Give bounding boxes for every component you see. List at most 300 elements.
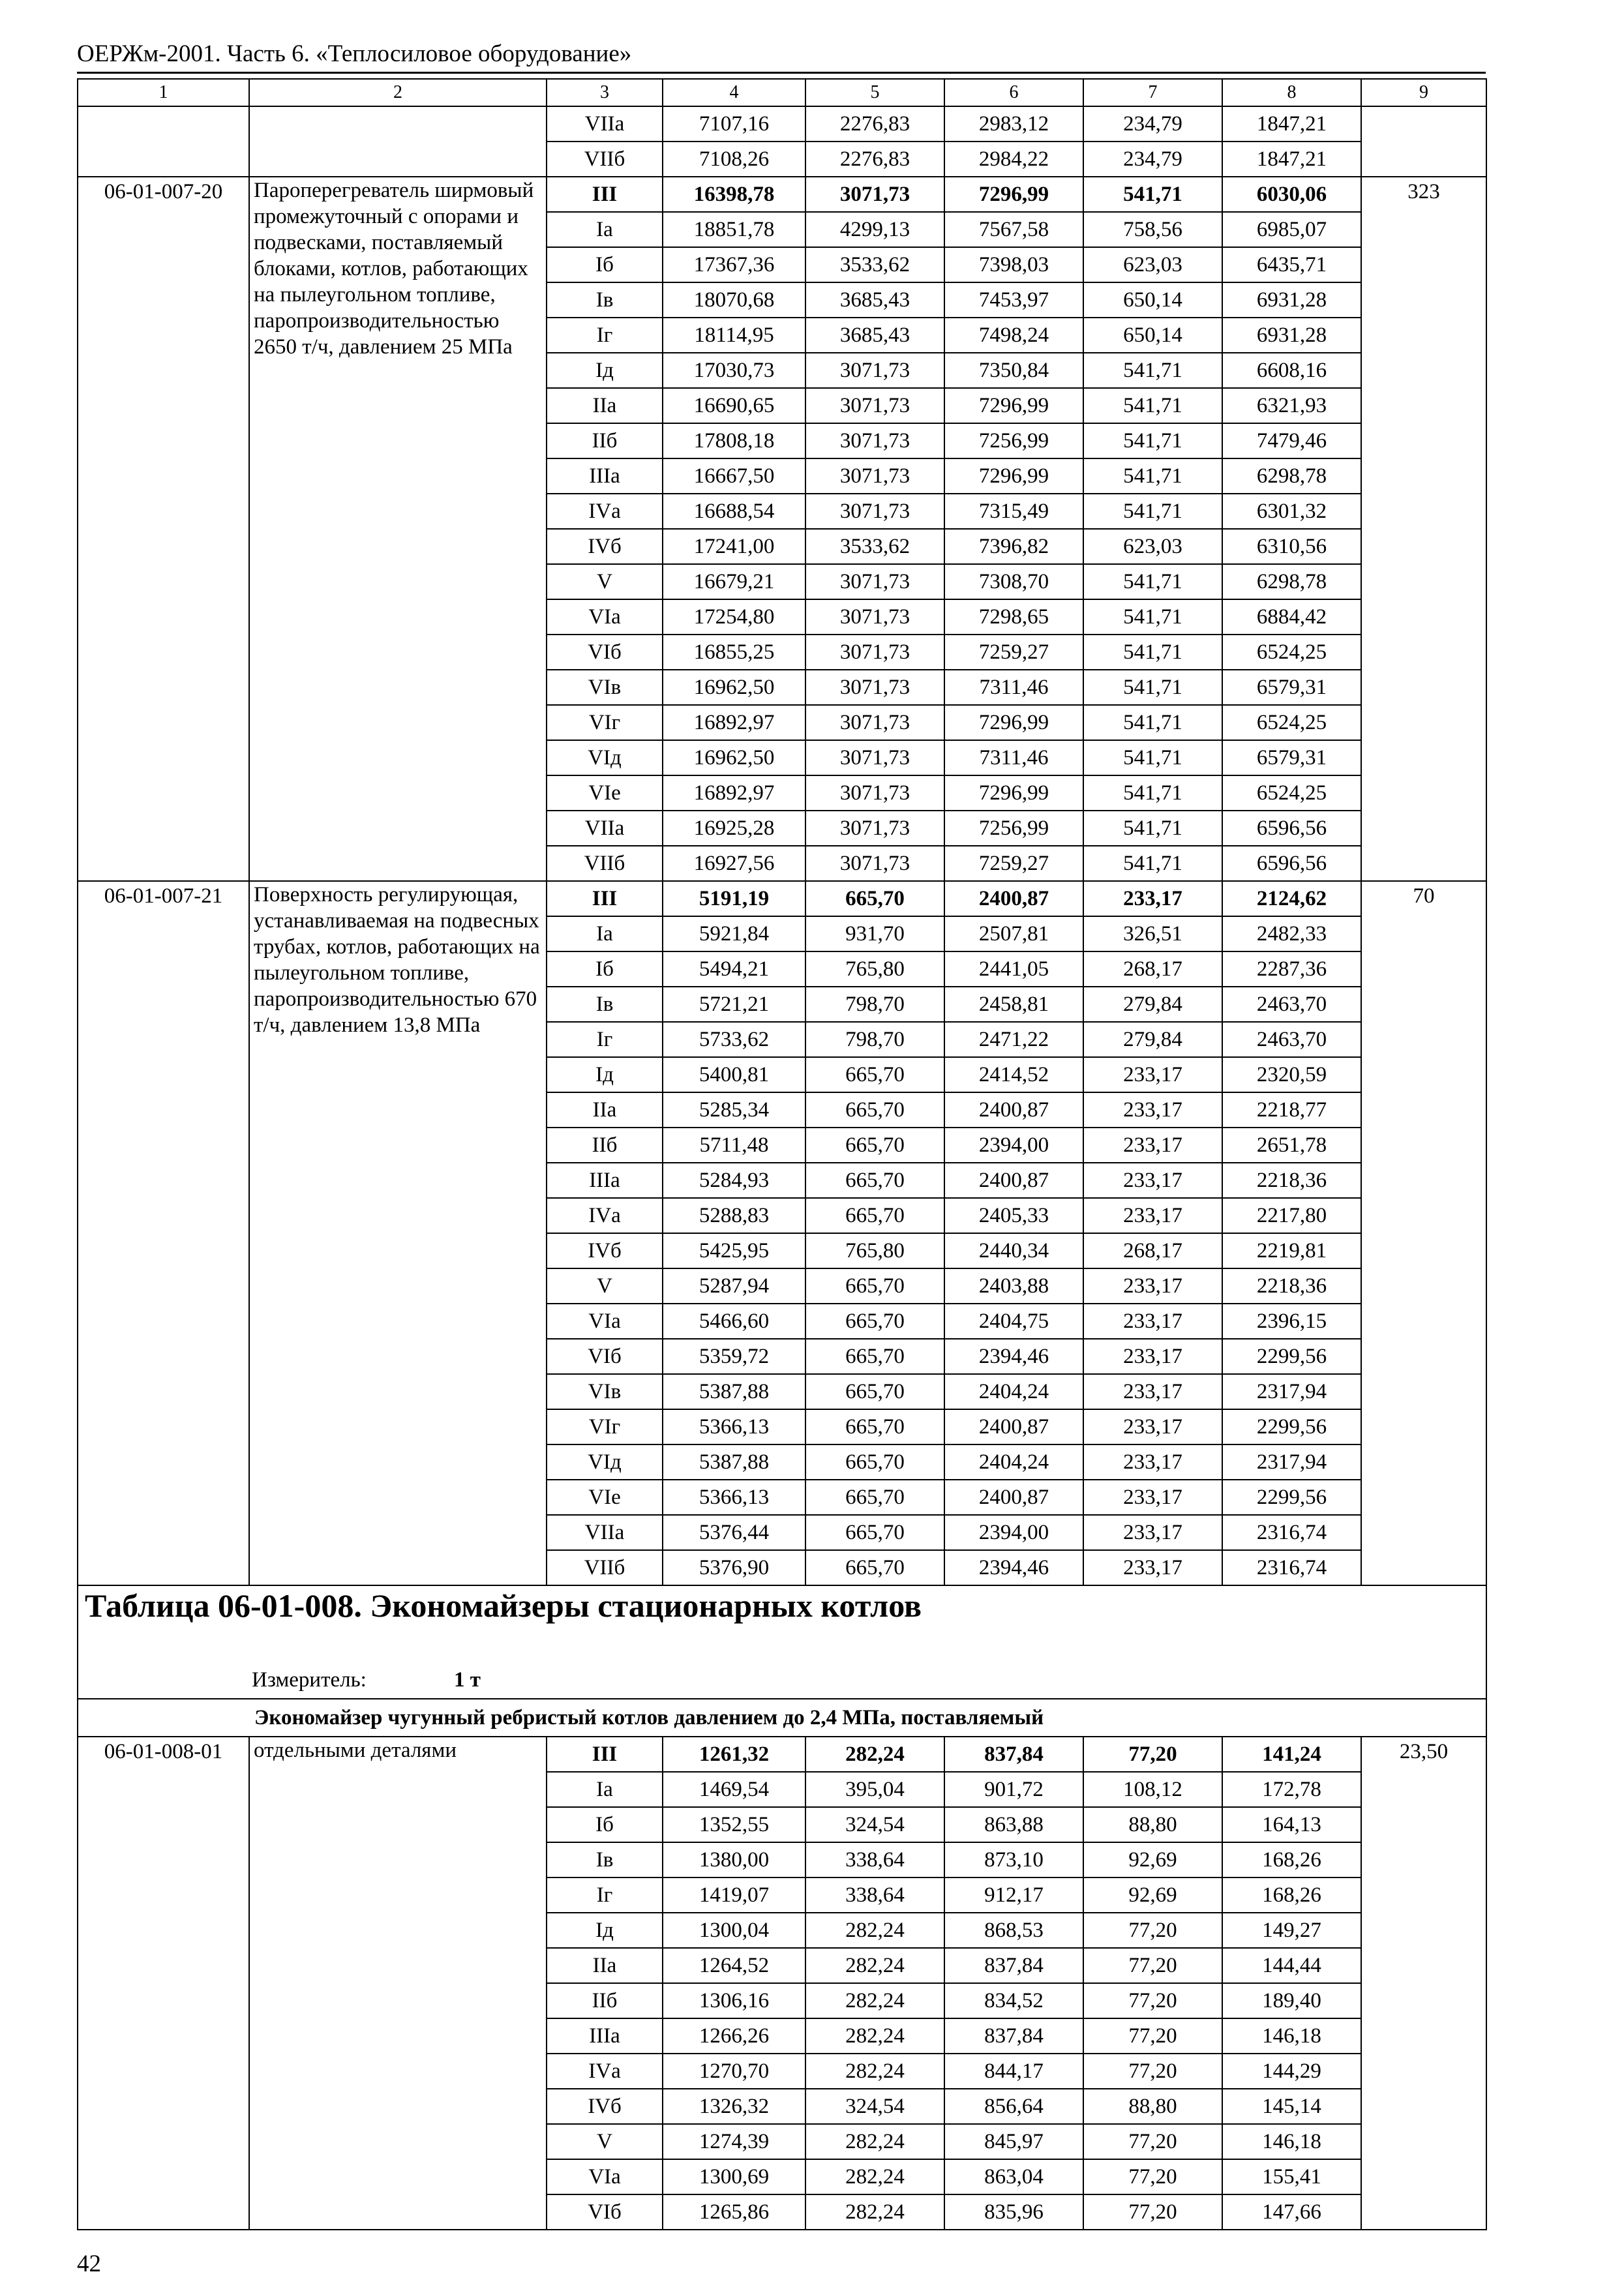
value-cell: 282,24 <box>805 2194 944 2230</box>
column-number: 8 <box>1222 79 1361 106</box>
value-cell: 665,70 <box>805 1444 944 1480</box>
value-cell: 665,70 <box>805 1515 944 1550</box>
value-cell: 233,17 <box>1083 1480 1222 1515</box>
value-cell: 146,18 <box>1222 2018 1361 2054</box>
meter-value: 1 т <box>454 1668 481 1692</box>
zone-cell: VIIб <box>547 1550 663 1585</box>
value-cell: 338,64 <box>805 1878 944 1913</box>
zone-cell: Iв <box>547 987 663 1022</box>
value-cell: 395,04 <box>805 1772 944 1807</box>
value-cell: 3071,73 <box>805 388 944 423</box>
value-cell: 282,24 <box>805 2124 944 2159</box>
value-cell: 16667,50 <box>663 458 805 494</box>
zone-cell: VIг <box>547 1409 663 1444</box>
value-cell: 1306,16 <box>663 1983 805 2018</box>
value-cell: 3533,62 <box>805 529 944 564</box>
value-cell: 168,26 <box>1222 1842 1361 1878</box>
value-cell: 6524,25 <box>1222 635 1361 670</box>
value-cell: 233,17 <box>1083 1550 1222 1585</box>
value-cell: 233,17 <box>1083 1198 1222 1233</box>
value-cell: 233,17 <box>1083 1092 1222 1128</box>
value-cell: 3685,43 <box>805 282 944 318</box>
value-cell: 665,70 <box>805 1480 944 1515</box>
value-cell: 2440,34 <box>944 1233 1083 1268</box>
zone-cell: Iг <box>547 1022 663 1057</box>
value-cell: 18114,95 <box>663 318 805 353</box>
zone-cell: VIIб <box>547 142 663 177</box>
value-cell: 2400,87 <box>944 881 1083 916</box>
value-cell: 2414,52 <box>944 1057 1083 1092</box>
value-cell: 88,80 <box>1083 1807 1222 1842</box>
value-cell: 282,24 <box>805 2054 944 2089</box>
zone-cell: III <box>547 881 663 916</box>
meter-label: Измеритель: <box>252 1668 367 1692</box>
value-cell: 2317,94 <box>1222 1444 1361 1480</box>
value-cell: 2463,70 <box>1222 1022 1361 1057</box>
extra-cell: 70 <box>1361 881 1486 1585</box>
value-cell: 268,17 <box>1083 1233 1222 1268</box>
value-cell: 5191,19 <box>663 881 805 916</box>
zone-cell: V <box>547 2124 663 2159</box>
extra-cell: 23,50 <box>1361 1737 1486 2230</box>
value-cell: 3071,73 <box>805 599 944 635</box>
value-cell: 5711,48 <box>663 1128 805 1163</box>
zone-cell: V <box>547 1268 663 1304</box>
value-cell: 5376,90 <box>663 1550 805 1585</box>
value-cell: 144,29 <box>1222 2054 1361 2089</box>
value-cell: 1300,04 <box>663 1913 805 1948</box>
value-cell: 16927,56 <box>663 846 805 881</box>
column-number: 6 <box>944 79 1083 106</box>
value-cell: 2400,87 <box>944 1409 1083 1444</box>
extra-cell <box>1361 106 1486 177</box>
value-cell: 233,17 <box>1083 1339 1222 1374</box>
extra-cell: 323 <box>1361 177 1486 881</box>
zone-cell: IVа <box>547 2054 663 2089</box>
value-cell: 541,71 <box>1083 564 1222 599</box>
value-cell: 6884,42 <box>1222 599 1361 635</box>
value-cell: 7296,99 <box>944 177 1083 212</box>
code-cell: 06-01-007-20 <box>78 177 249 881</box>
value-cell: 758,56 <box>1083 212 1222 247</box>
zone-cell: IIб <box>547 1128 663 1163</box>
value-cell: 18851,78 <box>663 212 805 247</box>
zone-cell: Iа <box>547 916 663 951</box>
value-cell: 77,20 <box>1083 2018 1222 2054</box>
zone-cell: Iд <box>547 1913 663 1948</box>
zone-cell: VIд <box>547 740 663 775</box>
value-cell: 1266,26 <box>663 2018 805 2054</box>
value-cell: 7498,24 <box>944 318 1083 353</box>
value-cell: 268,17 <box>1083 951 1222 987</box>
value-cell: 233,17 <box>1083 1163 1222 1198</box>
value-cell: 2394,00 <box>944 1515 1083 1550</box>
value-cell: 1419,07 <box>663 1878 805 1913</box>
name-cell: Пароперегреватель ширмовый промежуточный с опорами и подвесками, поставляемый блоками, котлов, работающих на пылеугольном топливе, паропроизводительностью 2650 т/ч, давлением 25 МПа <box>249 177 547 881</box>
value-cell: 233,17 <box>1083 1444 1222 1480</box>
value-cell: 541,71 <box>1083 353 1222 388</box>
zone-cell: Iг <box>547 318 663 353</box>
value-cell: 6298,78 <box>1222 564 1361 599</box>
value-cell: 88,80 <box>1083 2089 1222 2124</box>
section-subtitle: Экономайзер чугунный ребристый котлов давлением до 2,4 МПа, поставляемый <box>78 1699 1486 1737</box>
value-cell: 2218,36 <box>1222 1268 1361 1304</box>
zone-cell: Iб <box>547 951 663 987</box>
zone-cell: V <box>547 564 663 599</box>
value-cell: 5400,81 <box>663 1057 805 1092</box>
value-cell: 108,12 <box>1083 1772 1222 1807</box>
zone-cell: VIб <box>547 2194 663 2230</box>
value-cell: 5288,83 <box>663 1198 805 1233</box>
value-cell: 665,70 <box>805 1163 944 1198</box>
zone-cell: VIе <box>547 1480 663 1515</box>
value-cell: 541,71 <box>1083 423 1222 458</box>
value-cell: 5366,13 <box>663 1480 805 1515</box>
value-cell: 282,24 <box>805 1983 944 2018</box>
column-number: 2 <box>249 79 547 106</box>
value-cell: 3071,73 <box>805 564 944 599</box>
value-cell: 5387,88 <box>663 1374 805 1409</box>
value-cell: 233,17 <box>1083 1374 1222 1409</box>
value-cell: 541,71 <box>1083 599 1222 635</box>
value-cell: 837,84 <box>944 1948 1083 1983</box>
value-cell: 541,71 <box>1083 670 1222 705</box>
value-cell: 1352,55 <box>663 1807 805 1842</box>
value-cell: 6985,07 <box>1222 212 1361 247</box>
value-cell: 17367,36 <box>663 247 805 282</box>
value-cell: 16962,50 <box>663 740 805 775</box>
subtitle-row <box>78 1699 1486 1737</box>
table-row <box>78 106 1486 142</box>
value-cell: 912,17 <box>944 1878 1083 1913</box>
zone-cell: VIв <box>547 1374 663 1409</box>
value-cell: 2651,78 <box>1222 1128 1361 1163</box>
value-cell: 798,70 <box>805 1022 944 1057</box>
value-cell: 17254,80 <box>663 599 805 635</box>
value-cell: 931,70 <box>805 916 944 951</box>
value-cell: 5284,93 <box>663 1163 805 1198</box>
zone-cell: VIIа <box>547 811 663 846</box>
name-cell <box>249 106 547 177</box>
value-cell: 1274,39 <box>663 2124 805 2159</box>
value-cell: 7311,46 <box>944 670 1083 705</box>
value-cell: 92,69 <box>1083 1842 1222 1878</box>
column-number: 5 <box>805 79 944 106</box>
value-cell: 16855,25 <box>663 635 805 670</box>
value-cell: 141,24 <box>1222 1737 1361 1772</box>
value-cell: 2396,15 <box>1222 1304 1361 1339</box>
value-cell: 2471,22 <box>944 1022 1083 1057</box>
value-cell: 665,70 <box>805 1374 944 1409</box>
code-cell <box>78 106 249 177</box>
value-cell: 5376,44 <box>663 1515 805 1550</box>
value-cell: 665,70 <box>805 1409 944 1444</box>
value-cell: 147,66 <box>1222 2194 1361 2230</box>
value-cell: 7308,70 <box>944 564 1083 599</box>
zone-cell: IVа <box>547 1198 663 1233</box>
value-cell: 650,14 <box>1083 282 1222 318</box>
value-cell: 6579,31 <box>1222 670 1361 705</box>
value-cell: 7567,58 <box>944 212 1083 247</box>
zone-cell: IIIа <box>547 458 663 494</box>
value-cell: 2400,87 <box>944 1480 1083 1515</box>
value-cell: 901,72 <box>944 1772 1083 1807</box>
value-cell: 665,70 <box>805 1198 944 1233</box>
value-cell: 2299,56 <box>1222 1339 1361 1374</box>
value-cell: 863,88 <box>944 1807 1083 1842</box>
value-cell: 6524,25 <box>1222 775 1361 811</box>
value-cell: 7315,49 <box>944 494 1083 529</box>
value-cell: 665,70 <box>805 1057 944 1092</box>
value-cell: 6931,28 <box>1222 282 1361 318</box>
value-cell: 189,40 <box>1222 1983 1361 2018</box>
value-cell: 6435,71 <box>1222 247 1361 282</box>
value-cell: 2394,46 <box>944 1550 1083 1585</box>
value-cell: 2276,83 <box>805 142 944 177</box>
value-cell: 17241,00 <box>663 529 805 564</box>
value-cell: 233,17 <box>1083 1304 1222 1339</box>
value-cell: 282,24 <box>805 1913 944 1948</box>
meter-row <box>78 1662 1486 1699</box>
table-row <box>78 881 1486 916</box>
value-cell: 1270,70 <box>663 2054 805 2089</box>
value-cell: 665,70 <box>805 1550 944 1585</box>
value-cell: 541,71 <box>1083 705 1222 740</box>
zone-cell: Iг <box>547 1878 663 1913</box>
zone-cell: VIIа <box>547 106 663 142</box>
value-cell: 16925,28 <box>663 811 805 846</box>
value-cell: 324,54 <box>805 2089 944 2124</box>
value-cell: 279,84 <box>1083 1022 1222 1057</box>
value-cell: 234,79 <box>1083 106 1222 142</box>
value-cell: 541,71 <box>1083 846 1222 881</box>
column-number: 1 <box>78 79 249 106</box>
value-cell: 5359,72 <box>663 1339 805 1374</box>
zone-cell: IIб <box>547 423 663 458</box>
value-cell: 149,27 <box>1222 1913 1361 1948</box>
value-cell: 650,14 <box>1083 318 1222 353</box>
value-cell: 2218,77 <box>1222 1092 1361 1128</box>
value-cell: 17808,18 <box>663 423 805 458</box>
value-cell: 2400,87 <box>944 1092 1083 1128</box>
name-cell: Поверхность регулирующая, устанавливаемая на подвесных трубах, котлов, работающих на пылеугольном топливе, паропроизводительностью 670 т/ч, давлением 13,8 МПа <box>249 881 547 1585</box>
value-cell: 7259,27 <box>944 635 1083 670</box>
value-cell: 3071,73 <box>805 740 944 775</box>
value-cell: 3071,73 <box>805 635 944 670</box>
value-cell: 623,03 <box>1083 529 1222 564</box>
value-cell: 3071,73 <box>805 846 944 881</box>
value-cell: 18070,68 <box>663 282 805 318</box>
value-cell: 2404,75 <box>944 1304 1083 1339</box>
value-cell: 282,24 <box>805 2018 944 2054</box>
value-cell: 155,41 <box>1222 2159 1361 2194</box>
value-cell: 7108,26 <box>663 142 805 177</box>
value-cell: 2299,56 <box>1222 1480 1361 1515</box>
value-cell: 2404,24 <box>944 1444 1083 1480</box>
value-cell: 7296,99 <box>944 458 1083 494</box>
value-cell: 5921,84 <box>663 916 805 951</box>
value-cell: 77,20 <box>1083 2124 1222 2159</box>
value-cell: 16679,21 <box>663 564 805 599</box>
value-cell: 6301,32 <box>1222 494 1361 529</box>
column-number: 9 <box>1361 79 1486 106</box>
value-cell: 6608,16 <box>1222 353 1361 388</box>
zone-cell: IVб <box>547 529 663 564</box>
value-cell: 279,84 <box>1083 987 1222 1022</box>
value-cell: 2463,70 <box>1222 987 1361 1022</box>
value-cell: 2317,94 <box>1222 1374 1361 1409</box>
value-cell: 77,20 <box>1083 1913 1222 1948</box>
zone-cell: IIIа <box>547 1163 663 1198</box>
value-cell: 3071,73 <box>805 705 944 740</box>
zone-cell: VIб <box>547 635 663 670</box>
rates-table <box>77 78 1487 2230</box>
value-cell: 665,70 <box>805 1304 944 1339</box>
zone-cell: VIа <box>547 2159 663 2194</box>
zone-cell: IIIа <box>547 2018 663 2054</box>
value-cell: 233,17 <box>1083 1128 1222 1163</box>
code-cell: 06-01-008-01 <box>78 1737 249 2230</box>
zone-cell: VIд <box>547 1444 663 1480</box>
value-cell: 7296,99 <box>944 705 1083 740</box>
value-cell: 17030,73 <box>663 353 805 388</box>
value-cell: 172,78 <box>1222 1772 1361 1807</box>
value-cell: 2394,46 <box>944 1339 1083 1374</box>
zone-cell: Iд <box>547 1057 663 1092</box>
zone-cell: IVб <box>547 2089 663 2124</box>
value-cell: 2404,24 <box>944 1374 1083 1409</box>
value-cell: 326,51 <box>1083 916 1222 951</box>
column-number: 3 <box>547 79 663 106</box>
value-cell: 2984,22 <box>944 142 1083 177</box>
value-cell: 765,80 <box>805 951 944 987</box>
value-cell: 3071,73 <box>805 353 944 388</box>
zone-cell: IIб <box>547 1983 663 2018</box>
value-cell: 1326,32 <box>663 2089 805 2124</box>
value-cell: 2458,81 <box>944 987 1083 1022</box>
value-cell: 77,20 <box>1083 2194 1222 2230</box>
value-cell: 7298,65 <box>944 599 1083 635</box>
zone-cell: VIв <box>547 670 663 705</box>
value-cell: 145,14 <box>1222 2089 1361 2124</box>
value-cell: 856,64 <box>944 2089 1083 2124</box>
value-cell: 2405,33 <box>944 1198 1083 1233</box>
zone-cell: Iа <box>547 1772 663 1807</box>
zone-cell: Iв <box>547 1842 663 1878</box>
section-title: Таблица 06-01-008. Экономайзеры стационарных котлов <box>78 1585 1486 1662</box>
value-cell: 834,52 <box>944 1983 1083 2018</box>
value-cell: 845,97 <box>944 2124 1083 2159</box>
header-rule <box>77 72 1486 74</box>
value-cell: 844,17 <box>944 2054 1083 2089</box>
zone-cell: VIIб <box>547 846 663 881</box>
value-cell: 233,17 <box>1083 1409 1222 1444</box>
value-cell: 2217,80 <box>1222 1198 1361 1233</box>
value-cell: 1847,21 <box>1222 142 1361 177</box>
value-cell: 1264,52 <box>663 1948 805 1983</box>
value-cell: 7453,97 <box>944 282 1083 318</box>
value-cell: 873,10 <box>944 1842 1083 1878</box>
value-cell: 3071,73 <box>805 458 944 494</box>
value-cell: 3071,73 <box>805 423 944 458</box>
value-cell: 2276,83 <box>805 106 944 142</box>
page-number: 42 <box>77 2251 101 2277</box>
value-cell: 7398,03 <box>944 247 1083 282</box>
value-cell: 835,96 <box>944 2194 1083 2230</box>
value-cell: 863,04 <box>944 2159 1083 2194</box>
value-cell: 144,44 <box>1222 1948 1361 1983</box>
zone-cell: IIа <box>547 1092 663 1128</box>
value-cell: 1261,32 <box>663 1737 805 1772</box>
table-row <box>78 177 1486 212</box>
value-cell: 6030,06 <box>1222 177 1361 212</box>
zone-cell: Iб <box>547 1807 663 1842</box>
value-cell: 92,69 <box>1083 1878 1222 1913</box>
value-cell: 6298,78 <box>1222 458 1361 494</box>
name-cell: отдельными деталями <box>249 1737 547 2230</box>
column-number: 7 <box>1083 79 1222 106</box>
value-cell: 2394,00 <box>944 1128 1083 1163</box>
value-cell: 665,70 <box>805 1128 944 1163</box>
value-cell: 16398,78 <box>663 177 805 212</box>
value-cell: 4299,13 <box>805 212 944 247</box>
zone-cell: IIа <box>547 1948 663 1983</box>
value-cell: 164,13 <box>1222 1807 1361 1842</box>
value-cell: 2316,74 <box>1222 1515 1361 1550</box>
value-cell: 7350,84 <box>944 353 1083 388</box>
value-cell: 765,80 <box>805 1233 944 1268</box>
value-cell: 5721,21 <box>663 987 805 1022</box>
value-cell: 2403,88 <box>944 1268 1083 1304</box>
zone-cell: IVб <box>547 1233 663 1268</box>
value-cell: 1847,21 <box>1222 106 1361 142</box>
value-cell: 233,17 <box>1083 1057 1222 1092</box>
rates-table-body <box>78 79 1486 2230</box>
value-cell: 16892,97 <box>663 775 805 811</box>
zone-cell: IIа <box>547 388 663 423</box>
value-cell: 1380,00 <box>663 1842 805 1878</box>
column-number-row <box>78 79 1486 106</box>
value-cell: 2218,36 <box>1222 1163 1361 1198</box>
value-cell: 6596,56 <box>1222 846 1361 881</box>
value-cell: 2219,81 <box>1222 1233 1361 1268</box>
zone-cell: VIб <box>547 1339 663 1374</box>
value-cell: 3071,73 <box>805 670 944 705</box>
zone-cell: Iб <box>547 247 663 282</box>
value-cell: 5466,60 <box>663 1304 805 1339</box>
value-cell: 798,70 <box>805 987 944 1022</box>
value-cell: 5387,88 <box>663 1444 805 1480</box>
zone-cell: Iв <box>547 282 663 318</box>
value-cell: 282,24 <box>805 1948 944 1983</box>
value-cell: 5287,94 <box>663 1268 805 1304</box>
value-cell: 7396,82 <box>944 529 1083 564</box>
table-row <box>78 1737 1486 1772</box>
zone-cell: IVа <box>547 494 663 529</box>
value-cell: 3071,73 <box>805 494 944 529</box>
value-cell: 837,84 <box>944 1737 1083 1772</box>
value-cell: 2507,81 <box>944 916 1083 951</box>
value-cell: 837,84 <box>944 2018 1083 2054</box>
value-cell: 3685,43 <box>805 318 944 353</box>
zone-cell: III <box>547 1737 663 1772</box>
value-cell: 665,70 <box>805 1092 944 1128</box>
zone-cell: Iд <box>547 353 663 388</box>
value-cell: 541,71 <box>1083 740 1222 775</box>
value-cell: 3071,73 <box>805 811 944 846</box>
value-cell: 324,54 <box>805 1807 944 1842</box>
value-cell: 338,64 <box>805 1842 944 1878</box>
